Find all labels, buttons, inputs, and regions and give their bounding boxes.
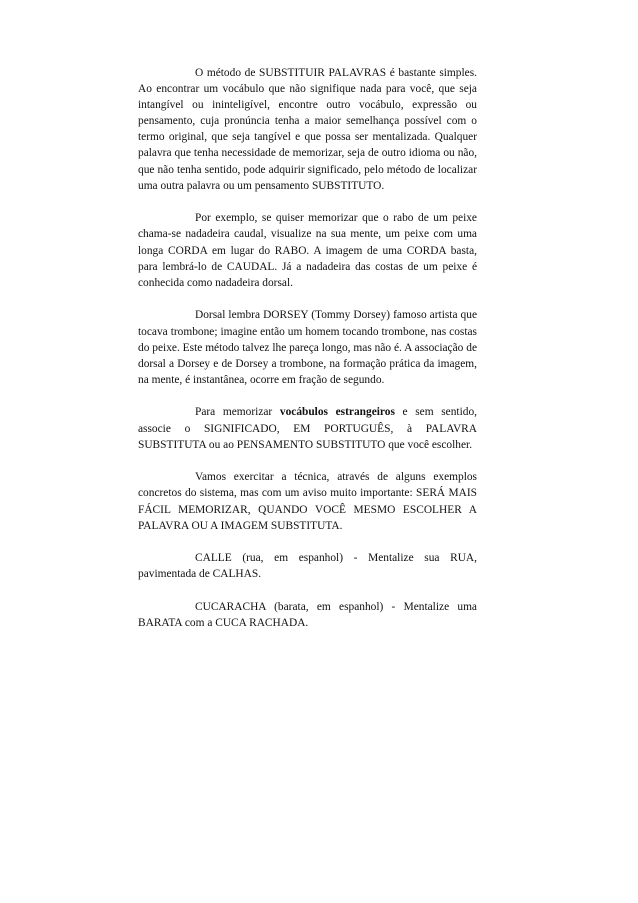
document-page	[138, 65, 477, 648]
paragraph-foreign-words	[138, 404, 477, 452]
paragraph-foreign-words-start: Para memorizar	[195, 406, 280, 419]
paragraph-example-dorsal: Dorsal lembra DORSEY (Tommy Dorsey) famoso artista que tocava trombone; imagine então um homem tocando trombone, nas costas do peixe. Este método talvez lhe pareça longo, mas não é. A associação de dorsal a Dorsey e de Dorsey a trombone, na formação prática da imagem, na mente, é instantânea, ocorre em fração de segundo.	[138, 309, 477, 386]
paragraph-example-cucaracha: CUCARACHA (barata, em espanhol) - Mentalize uma BARATA com a CUCA RACHADA.	[138, 601, 477, 630]
paragraph-example-caudal: Por exemplo, se quiser memorizar que o rabo de um peixe chama-se nadadeira caudal, visualize na sua mente, um peixe com uma longa CORDA em lugar do RABO. A imagem de uma CORDA basta, para lembrá-lo de CAUDAL. Já a nadadeira das costas de um peixe é conhecida como nadadeira dorsal.	[138, 212, 477, 289]
paragraph-example-calle: CALLE (rua, em espanhol) - Mentalize sua RUA, pavimentada de CALHAS.	[138, 552, 477, 581]
paragraph-exercise-intro: Vamos exercitar a técnica, através de alguns exemplos concretos do sistema, mas com um aviso muito importante: SERÁ MAIS FÁCIL MEMORIZAR, QUANDO VOCÊ MESMO ESCOLHER A PALAVRA OU A IMAGEM SUBSTITUTA.	[138, 471, 477, 532]
paragraph-intro: O método de SUBSTITUIR PALAVRAS é bastante simples. Ao encontrar um vocábulo que não signifique nada para você, que seja intangível ou ininteligível, encontre outro vocábulo, expressão ou pensamento, cuja pronúncia tenha a maior semelhança possível com o termo original, que seja tangível e que possa ser mentalizada. Qualquer palavra que tenha necessidade de memorizar, seja de outro idioma ou não, que não tenha sentido, pode adquirir significado, pelo método de localizar uma outra palavra ou um pensamento SUBSTITUTO.	[138, 67, 477, 192]
bold-foreign-vocabulary: vocábulos estrangeiros	[279, 406, 395, 419]
paragraph-foreign-words-end: e sem sentido, associe o SIGNIFICADO, EM PORTUGUÊS, à PALAVRA SUBSTITUTA ou ao PENSAMENTO SUBSTITUTO que você escolher.	[138, 406, 477, 451]
